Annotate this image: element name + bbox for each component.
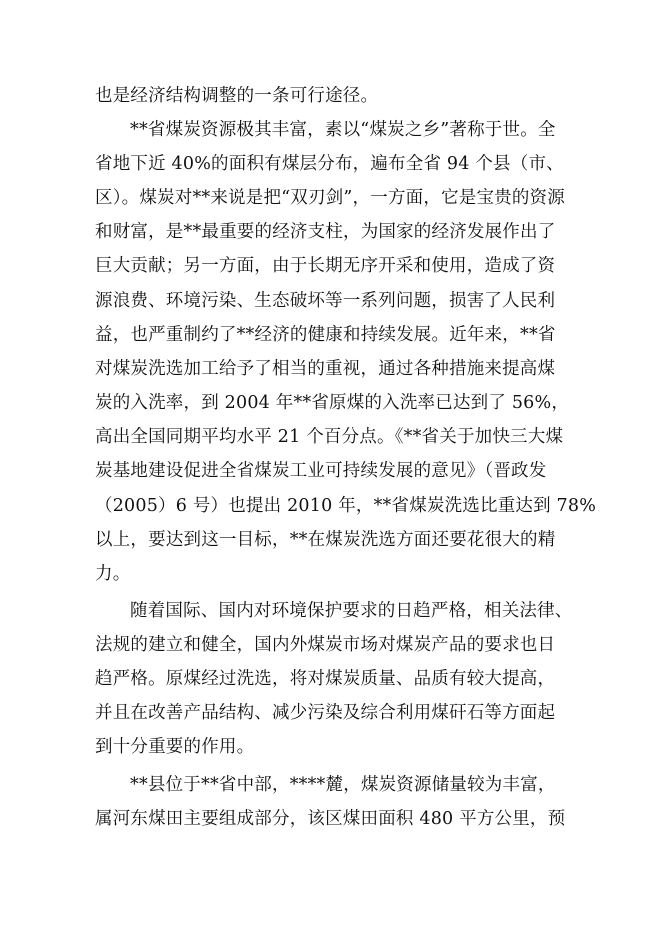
paragraph-start-line: **省煤炭资源极其丰富，素以“煤炭之乡”著称于世。全 (130, 120, 556, 140)
text-line: 并且在改善产品结构、减少污染及综合利用煤矸石等方面起 (95, 703, 556, 723)
text-line: 和财富，是**最重要的经济支柱，为国家的经济发展作出了 (95, 222, 556, 242)
text-line: 省地下近 40%的面积有煤层分布，遍布全省 94 个县（市、 (95, 154, 564, 174)
text-line: 对煤炭洗选加工给予了相当的重视，通过各种措施来提高煤 (95, 359, 556, 379)
text-line: 区）。煤炭对**来说是把“双刃剑”，一方面，它是宝贵的资源 (95, 188, 565, 208)
text-line: 法规的建立和健全，国内外煤炭市场对煤炭产品的要求也日 (95, 635, 556, 655)
paragraph-start-line: 随着国际、国内对环境保护要求的日趋严格，相关法律、 (130, 601, 573, 621)
text-line: 源浪费、环境污染、生态破坏等一系列问题，损害了人民利 (95, 291, 556, 311)
text-line: 益，也严重制约了**经济的健康和持续发展。近年来，**省 (95, 325, 556, 345)
text-line: 巨大贡献；另一方面，由于长期无序开采和使用，造成了资 (95, 256, 556, 276)
text-line: 力。 (95, 564, 131, 584)
text-line: 炭基地建设促进全省煤炭工业可持续发展的意见》（晋政发 (95, 461, 547, 481)
paragraph-start-line: **县位于**省中部，****麓，煤炭资源储量较为丰富， (130, 775, 556, 795)
text-line: （2005）6 号）也提出 2010 年，**省煤炭洗选比重达到 78% (95, 496, 597, 516)
text-line: 属河东煤田主要组成部分，该区煤田面积 480 平方公里，预 (95, 809, 566, 829)
text-line: 高出全国同期平均水平 21 个百分点。《**省关于加快三大煤 (95, 427, 564, 447)
text-line: 到十分重要的作用。 (95, 737, 255, 757)
text-line: 炭的入洗率，到 2004 年**省原煤的入洗率已达到了 56%， (95, 393, 570, 413)
text-line: 也是经济结构调整的一条可行途径。 (95, 86, 379, 106)
text-line: 趋严格。原煤经过洗选，将对煤炭质量、品质有较大提高， (95, 669, 556, 689)
text-line: 以上，要达到这一目标，**在煤炭洗选方面还要花很大的精 (95, 530, 556, 550)
